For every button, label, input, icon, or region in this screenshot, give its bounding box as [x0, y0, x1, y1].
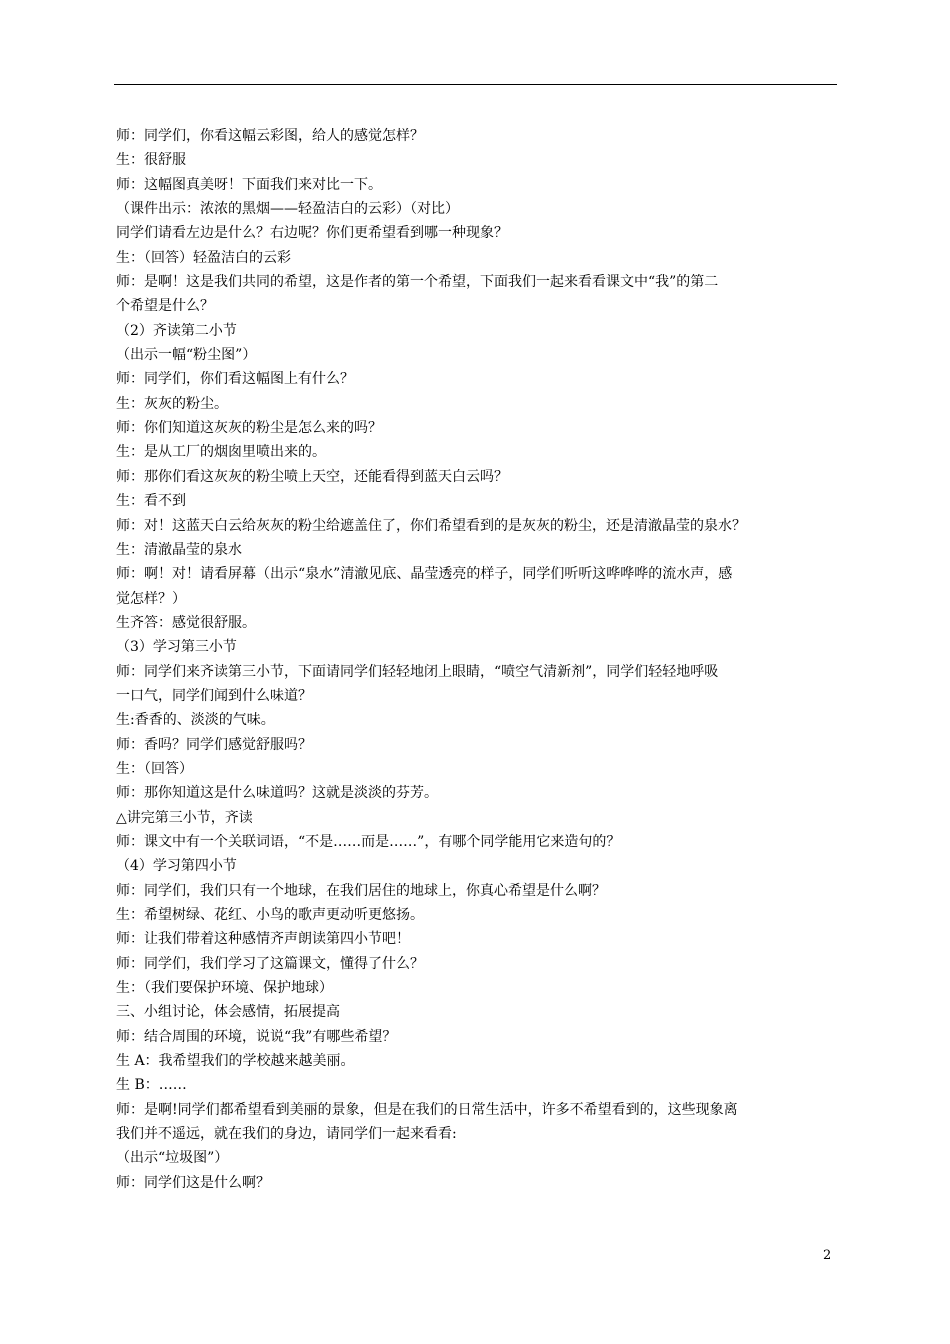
document-body — [116, 124, 844, 1195]
header-rule — [114, 84, 837, 85]
text-line: 师：结合周围的环境，说说“我”有哪些希望？ — [116, 1028, 397, 1045]
text-line: 师：你们知道这灰灰的粉尘是怎么来的吗？ — [116, 420, 382, 437]
text-line: 师：是啊！这是我们共同的希望，这是作者的第一个希望，下面我们一起来看看课文中“我”的第二 — [116, 274, 719, 291]
text-line: （2）齐读第二小节 — [116, 322, 237, 339]
text-line: 师：啊！对！请看屏幕（出示“泉水”清澈见底、晶莹透亮的样子，同学们听听这哗哗哗的流水声，感 — [116, 566, 733, 583]
text-line: 生：灰灰的粉尘。 — [116, 395, 228, 412]
text-line: 师：同学们这是什么啊？ — [116, 1174, 270, 1191]
text-line: 生：清澈晶莹的泉水 — [116, 541, 242, 558]
text-line: 师：课文中有一个关联词语，“不是……而是……”，有哪个同学能用它来造句的？ — [116, 833, 621, 850]
text-line: 生：是从工厂的烟囱里喷出来的。 — [116, 444, 326, 461]
text-line: （4）学习第四小节 — [116, 858, 237, 875]
text-line: 一口气，同学们闻到什么味道？ — [116, 687, 312, 704]
text-line: 生：（回答）轻盈洁白的云彩 — [116, 249, 291, 266]
text-line: 生 A：我希望我们的学校越来越美丽。 — [116, 1053, 355, 1070]
text-line: 觉怎样？） — [116, 590, 186, 607]
text-line: 生：看不到 — [116, 493, 186, 510]
text-line: △讲完第三小节，齐读 — [116, 809, 253, 826]
text-line: 生:香香的、淡淡的气味。 — [116, 712, 275, 729]
text-line: 生 B：…… — [116, 1077, 187, 1094]
text-line: 生：很舒服 — [116, 152, 186, 169]
text-line: 生：（回答） — [116, 760, 193, 777]
text-line: （出示“垃圾图”） — [116, 1150, 229, 1167]
text-line: （课件出示：浓浓的黑烟——轻盈洁白的云彩）（对比） — [116, 201, 459, 218]
text-line: 师：香吗？同学们感觉舒服吗？ — [116, 736, 312, 753]
text-line: 三、小组讨论，体会感情，拓展提高 — [116, 1004, 340, 1021]
text-line: 师：这幅图真美呀！下面我们来对比一下。 — [116, 176, 382, 193]
text-line: 同学们请看左边是什么？右边呢？你们更希望看到哪一种现象？ — [116, 225, 508, 242]
text-line: 师：同学们，你看这幅云彩图，给人的感觉怎样？ — [116, 128, 424, 144]
text-line: 师：同学们，你们看这幅图上有什么？ — [116, 371, 354, 388]
text-line: 生：（我们要保护环境、保护地球） — [116, 980, 333, 997]
text-line: 个希望是什么？ — [116, 298, 214, 315]
text-line: 师：那你知道这是什么味道吗？这就是淡淡的芬芳。 — [116, 785, 438, 802]
text-line: （出示一幅“粉尘图”） — [116, 347, 257, 364]
text-line: 生：希望树绿、花红、小鸟的歌声更动听更悠扬。 — [116, 907, 424, 923]
text-line: 师：同学们来齐读第三小节，下面请同学们轻轻地闭上眼睛，“喷空气清新剂”，同学们轻轻地呼吸 — [116, 663, 719, 680]
text-line: 师：让我们带着这种感情齐声朗读第四小节吧！ — [116, 931, 410, 948]
text-line: 师：对！这蓝天白云给灰灰的粉尘给遮盖住了，你们希望看到的是灰灰的粉尘，还是清澈晶莹的泉水？ — [116, 517, 746, 534]
text-line: 生齐答：感觉很舒服。 — [116, 614, 256, 631]
text-line: 我们并不遥远，就在我们的身边，请同学们一起来看看: — [116, 1126, 457, 1143]
text-line: 师：是啊!同学们都希望看到美丽的景象，但是在我们的日常生活中，许多不希望看到的，这些现象离 — [116, 1101, 738, 1118]
page-number: 2 — [823, 1248, 832, 1263]
text-line: 师：同学们，我们只有一个地球，在我们居住的地球上，你真心希望是什么啊？ — [116, 882, 606, 899]
text-line: 师：同学们，我们学习了这篇课文，懂得了什么？ — [116, 955, 424, 972]
text-line: 师：那你们看这灰灰的粉尘喷上天空，还能看得到蓝天白云吗？ — [116, 468, 508, 485]
text-line: （3）学习第三小节 — [116, 639, 237, 656]
